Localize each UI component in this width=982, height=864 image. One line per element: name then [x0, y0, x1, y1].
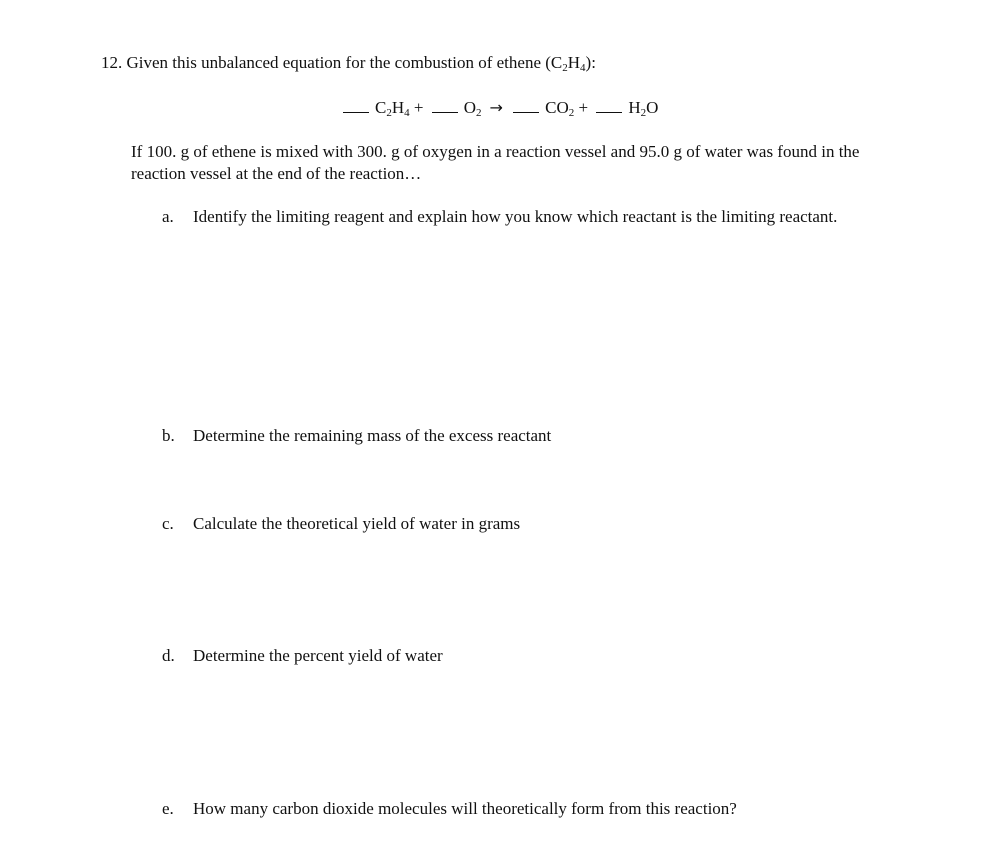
question-title-prefix: Given this unbalanced equation for the combustion of ethene (C	[126, 53, 563, 72]
equation-term-water: $H_2O$	[628, 98, 659, 119]
part-a-text: Identify the limiting reagent and explain how you know which reactant is the limiting reactant.	[193, 207, 838, 226]
question-title	[101, 52, 596, 74]
coefficient-blank[interactable]	[432, 98, 458, 113]
equation-term-ethene: $C_2H_4$ +	[375, 98, 424, 119]
problem-statement: If 100. g of ethene is mixed with 300. g of oxygen in a reaction vessel and 95.0 g of water was found in the reaction vessel at the end of the reaction…	[131, 142, 860, 183]
part-b-letter: b.	[162, 426, 175, 445]
coefficient-blank[interactable]	[596, 98, 622, 113]
part-d-text: Determine the percent yield of water	[193, 646, 443, 665]
question-title-suffix: ):	[585, 53, 596, 72]
part-e-letter: e.	[162, 799, 174, 818]
part-b-text: Determine the remaining mass of the excess reactant	[193, 426, 552, 445]
part-c-text: Calculate the theoretical yield of water in grams	[193, 514, 521, 533]
coefficient-blank[interactable]	[513, 98, 539, 113]
coefficient-blank[interactable]	[343, 98, 369, 113]
question-number: 12.	[101, 53, 123, 72]
plus-sign: +	[413, 98, 424, 117]
part-c-letter: c.	[162, 514, 174, 533]
question-title-mid: H	[567, 53, 581, 72]
chemical-equation	[343, 97, 662, 119]
subscript: 2	[562, 62, 568, 74]
subscript: 4	[580, 62, 586, 74]
equation-term-carbon-dioxide: $CO_2$ +	[545, 98, 589, 119]
part-d-letter: d.	[162, 646, 175, 665]
plus-sign: +	[578, 98, 589, 117]
part-e-text: How many carbon dioxide molecules will theoretically form from this reaction?	[193, 799, 737, 818]
part-a-letter: a.	[162, 207, 174, 226]
reaction-arrow-icon: →	[489, 98, 503, 117]
equation-term-oxygen: $O_2$	[463, 98, 482, 119]
